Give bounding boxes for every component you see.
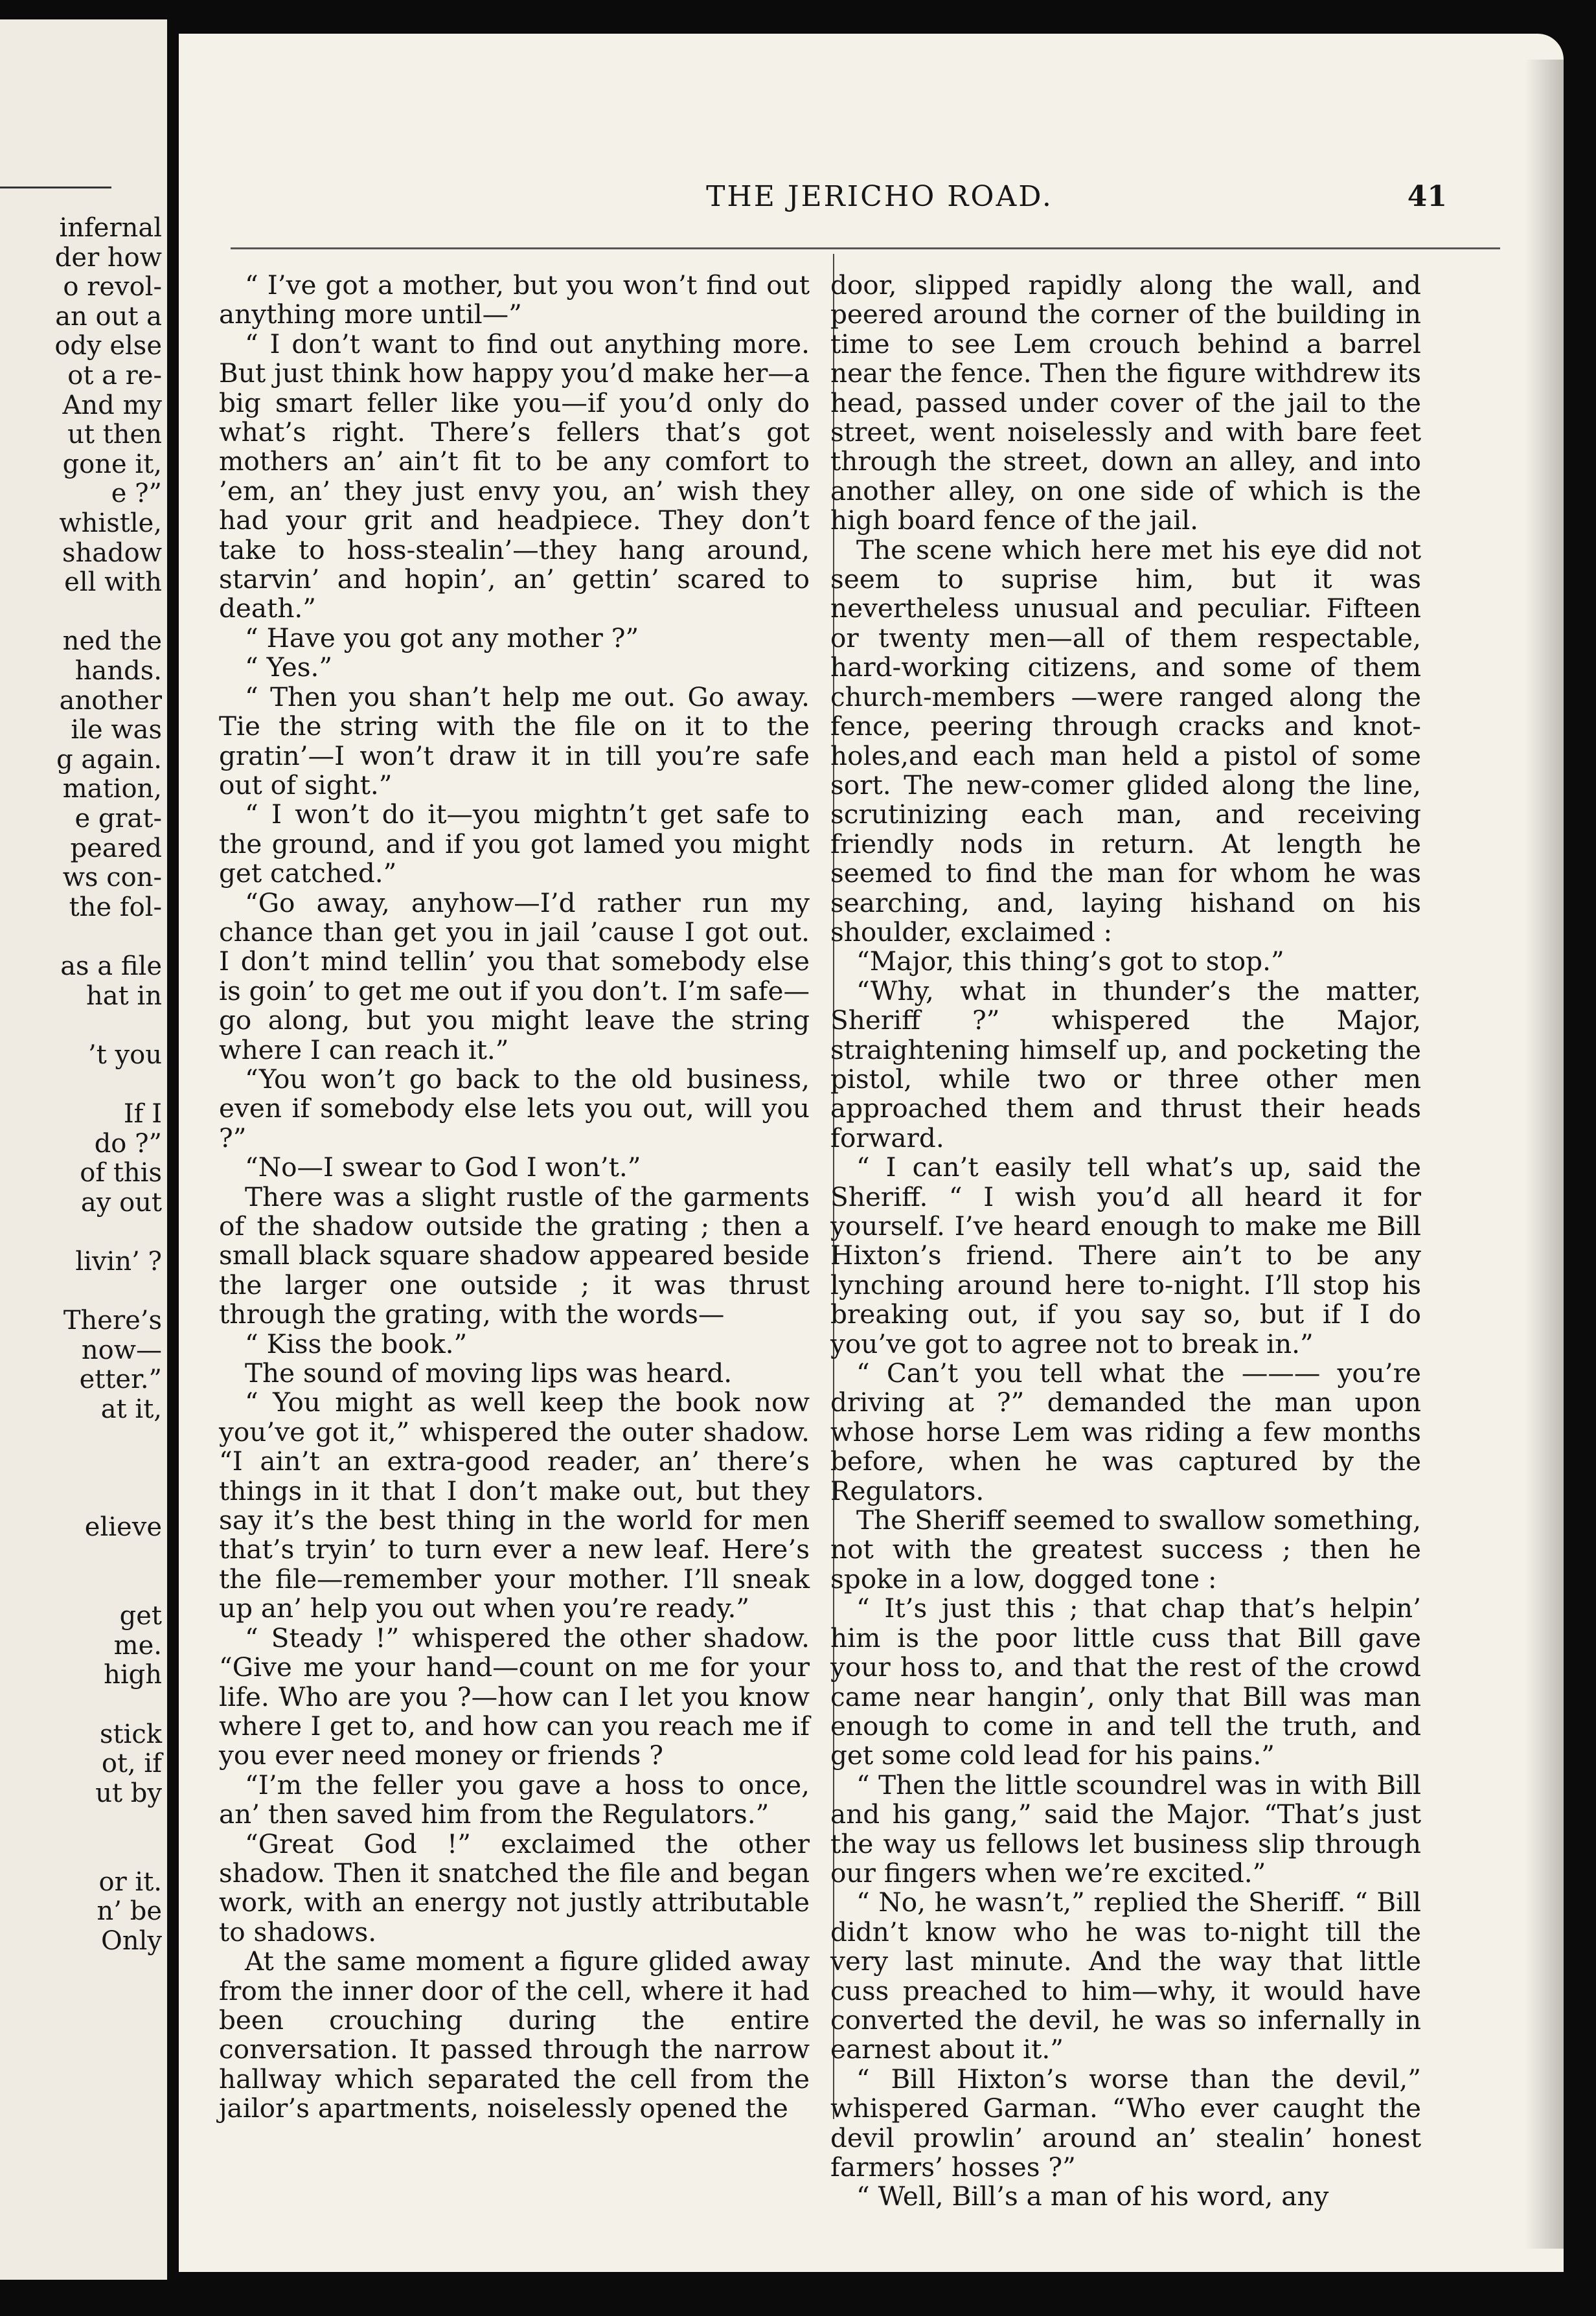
previous-page-fragment: ut by (95, 1778, 162, 1808)
previous-page-fragment: another (59, 685, 162, 716)
paragraph: “ Steady !” whispered the other shadow. “Give me your hand—count on me for your life. Who are you ?—how can I let you know where I get to, and how can you reach me if you ever need money or friends ? (219, 1622, 810, 1771)
right-column (830, 271, 1421, 2212)
paragraph: At the same moment a figure glided away from the inner door of the cell, where it had been crouching during the entire conversation. It passed through the narrow hallway which separated the cell from the jailor’s apartments, noiselessly opened the (219, 1946, 810, 2124)
previous-page-fragment: an out a (55, 301, 162, 332)
paragraph: “ Kiss the book.” (245, 1328, 468, 1359)
previous-page-fragment: or it. (98, 1867, 162, 1897)
previous-page-fragment: shadow (62, 538, 162, 568)
paragraph: “ Well, Bill’s a man of his word, any (856, 2181, 1329, 2212)
previous-page-fragment: n’ be (97, 1896, 162, 1927)
previous-page-fragment: ay out (80, 1187, 162, 1218)
previous-page-fragment: at it, (100, 1394, 162, 1424)
previous-page-fragment: of this (80, 1158, 162, 1188)
previous-page-fragment: ws con- (62, 863, 162, 893)
paragraph: “Major, this thing’s got to stop.” (856, 946, 1284, 977)
previous-page-fragment: ned the (62, 626, 162, 657)
paragraph: “ Then you shan’t help me out. Go away. Tie the string with the file on it to the gratin’—I won’t draw it in till you’re safe out of sight.” (219, 681, 810, 800)
paragraph: “ I don’t want to find out anything more. But just think how happy you’d make her—a big smart feller like you—if you’d only do what’s right. There’s fellers that’s got mothers an’ ain’t fit to be any comfort to ’em, an’ they just envy you, an’ wish they had your grit and headpiece. They don’t take to hoss-stealin’—they hang around, starvin’ and hopin’, an’ gettin’ scared to death.” (219, 328, 810, 624)
previous-page-fragment: stick (99, 1719, 162, 1749)
previous-page-fragment: high (104, 1660, 162, 1690)
paragraph: “ No, he wasn’t,” replied the Sheriff. “ Bill didn’t know who he was to-night till the very last minute. And the way that little cuss preached to him—why, it would have converted the devil, he was so infernally in earnest about it.” (830, 1887, 1421, 2065)
previous-page-fragment: ell with (64, 567, 162, 598)
paragraph: The scene which here met his eye did not seem to suprise him, but it was nevertheless unusual and peculiar. Fifteen or twenty men—all of them respectable, hard-working citizens, and some of them church-members —were ranged along the fence, peering through cracks and knot-holes,and each man held a pistol of some sort. The new-comer glided along the line, scrutinizing each man, and receiving friendly nods in return. At length he seemed to find the man for whom he was searching, and, laying hishand on his shoulder, exclaimed : (830, 534, 1421, 948)
previous-page-fragment: ot, if (101, 1749, 162, 1779)
previous-page-fragment: ’t you (88, 1039, 162, 1070)
paragraph: “ Yes.” (245, 652, 333, 683)
page-number: 41 (1407, 180, 1447, 213)
previous-page-fragment: elieve (84, 1512, 162, 1543)
previous-page-fragment: peared (70, 833, 162, 863)
previous-page-fragment: der how (54, 242, 162, 273)
previous-page-fragment: get (119, 1601, 162, 1631)
paragraph: “I’m the feller you gave a hoss to once, an’ then saved him from the Regulators.” (219, 1769, 810, 1830)
previous-page-fragment: gone it, (62, 449, 162, 479)
previous-page-fragment: as a file (60, 951, 162, 981)
paragraph: “You won’t go back to the old business, even if somebody else lets you out, will you ?” (219, 1063, 810, 1153)
previous-page-fragment: ut then (67, 420, 162, 450)
previous-page-fragment: If I (123, 1099, 162, 1129)
previous-page-fragment: ot a re- (67, 361, 162, 391)
paragraph: “ Bill Hixton’s worse than the devil,” whispered Garman. “Who ever caught the devil prowlin’ around an’ stealin’ honest farmers’ hosses ?” (830, 2063, 1421, 2183)
previous-page-fragment: do ?” (94, 1128, 162, 1159)
paragraph: door, slipped rapidly along the wall, and peered around the corner of the building in time to see Lem crouch behind a barrel near the fence. Then the figure withdrew its head, passed under cover of the jail to the street, went noiselessly and with bare feet through the street, down an alley, and into another alley, on one side of which is the high board fence of the jail. (830, 269, 1421, 536)
paragraph: “ You might as well keep the book now you’ve got it,” whispered the outer shadow. “I ain’t an extra-good reader, an’ there’s things in it that I don’t make out, but they say it’s the best thing in the world for men that’s tryin’ to turn ever a new leaf. Here’s the file—remember your mother. I’ll sneak up an’ help you out when you’re ready.” (219, 1387, 810, 1624)
paragraph: “ Have you got any mother ?” (245, 622, 639, 653)
previous-page-fragment: e ?” (111, 479, 162, 509)
page-title: THE JERICHO ROAD. (706, 180, 1053, 213)
previous-page-fragment: whistle, (59, 508, 162, 538)
previous-page-fragment: mation, (62, 774, 162, 804)
previous-page-fragment: e grat- (74, 804, 162, 834)
paragraph: The sound of moving lips was heard. (245, 1357, 733, 1389)
previous-page-fragment: the fol- (69, 892, 162, 922)
left-column (219, 271, 810, 2124)
previous-page-fragment: hands. (74, 656, 162, 686)
paragraph: “ It’s just this ; that chap that’s helpin’ him is the poor little cuss that Bill gave your hoss to, and that the rest of the crowd came near hangin’, only that Bill was man enough to come in and tell the truth, and get some cold lead for his pains.” (830, 1593, 1421, 1771)
paragraph: “ I’ve got a mother, but you won’t find out anything more until—” (219, 269, 810, 330)
paragraph: “ I won’t do it—you mightn’t get safe to the ground, and if you got lamed you might get catched.” (219, 799, 810, 889)
previous-page-fragment: o revol- (63, 272, 162, 302)
previous-page-fragment: Only (101, 1925, 162, 1956)
previous-page-fragment: ody else (54, 331, 162, 361)
previous-page-rule (0, 187, 111, 188)
previous-page-fragment: livin’ ? (75, 1247, 162, 1277)
previous-page-fragment: hat in (86, 981, 162, 1011)
paragraph: “ Then the little scoundrel was in with Bill and his gang,” said the Major. “That’s just the way us fellows let business slip through our fingers when we’re excited.” (830, 1769, 1421, 1889)
previous-page-fragment: And my (62, 390, 162, 420)
previous-page-fragment: now— (81, 1335, 162, 1365)
paragraph: “Great God !” exclaimed the other shadow. Then it snatched the file and began work, with an energy not justly attributable to shadows. (219, 1828, 810, 1947)
paragraph: “ I can’t easily tell what’s up, said the Sheriff. “ I wish you’d all heard it for yourself. I’ve heard enough to make me Bill Hixton’s friend. There ain’t to be any lynching around here to-night. I’ll stop his breaking out, if you say so, but if I do you’ve got to agree not to break in.” (830, 1152, 1421, 1359)
paragraph: “No—I swear to God I won’t.” (245, 1152, 641, 1183)
previous-page-edge (0, 19, 167, 2280)
header-rule (231, 247, 1500, 249)
previous-page-fragment: me. (113, 1630, 162, 1661)
paragraph: There was a slight rustle of the garments of the shadow outside the grating ; then a small black square shadow appeared beside the larger one outside ; it was thrust through the grating, with the words— (219, 1181, 810, 1330)
paragraph: “ Can’t you tell what the ——— you’re driving at ?” demanded the man upon whose horse Lem was riding a few months before, when he was captured by the Regulators. (830, 1357, 1421, 1506)
previous-page-fragment: etter.” (79, 1365, 162, 1395)
previous-page-fragment: ile was (71, 715, 162, 745)
paragraph: The Sheriff seemed to swallow something, not with the greatest success ; then he spoke in a low, dogged tone : (830, 1504, 1421, 1595)
paragraph: “Go away, anyhow—I’d rather run my chance than get you in jail ’cause I got out. I don’t mind tellin’ you that somebody else is goin’ to get me out if you don’t. I’m safe—go along, but you might leave the string where I can reach it.” (219, 887, 810, 1065)
previous-page-fragment: There’s (63, 1306, 162, 1336)
page-curl-shadow (1525, 60, 1564, 2249)
previous-page-fragment: g again. (56, 744, 162, 775)
book-page (179, 34, 1564, 2272)
paragraph: “Why, what in thunder’s the matter, Sheriff ?” whispered the Major, straightening himself up, and pocketing the pistol, while two or three other men approached them and thrust their heads forward. (830, 975, 1421, 1153)
previous-page-fragment: infernal (59, 213, 162, 243)
